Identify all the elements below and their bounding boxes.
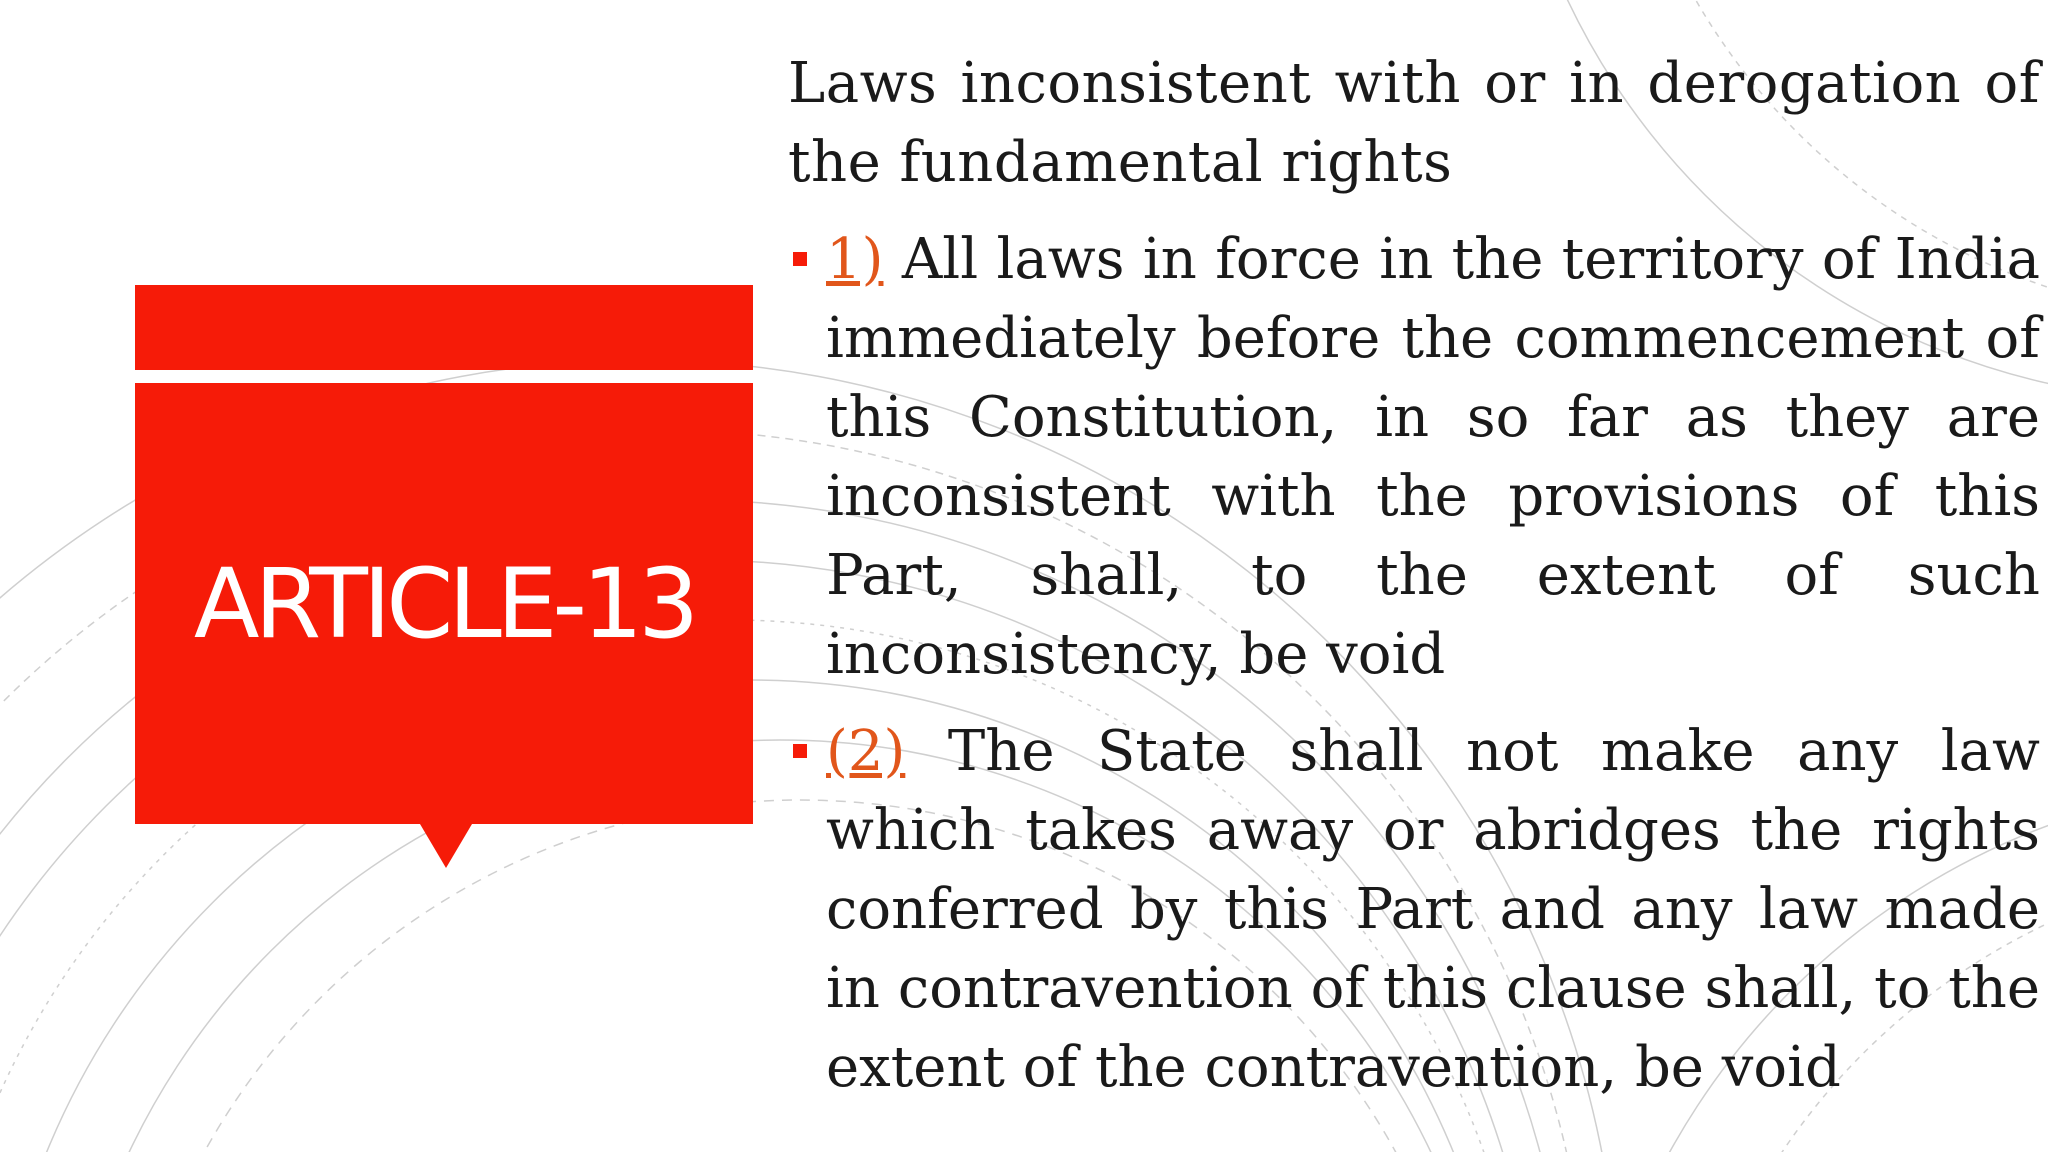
clause-number-link[interactable]: (2) — [826, 719, 906, 784]
clause-2 — [788, 712, 2040, 1107]
slide-body — [788, 44, 2040, 1125]
bullet-square-icon — [793, 744, 807, 758]
title-accent-strip — [135, 285, 753, 370]
clause-number-link[interactable]: 1) — [826, 227, 884, 292]
clause-1 — [788, 220, 2040, 694]
callout-pointer — [420, 824, 472, 868]
bullet-square-icon — [793, 252, 807, 266]
article-heading: Laws inconsistent with or in derogation of the fundamental rights — [788, 51, 2040, 195]
clause-text: The State shall not make any law which takes away or abridges the rights conferred by this Part and any law made in contravention of this clause shall, to the extent of the contravention, be void — [826, 719, 2040, 1100]
slide-title: ARTICLE-13 — [193, 547, 695, 660]
clause-text: All laws in force in the territory of India immediately before the commencement of this Constitution, in so far as they are inconsistent with the provisions of this Part, shall, to the extent of such inconsistency, be void — [826, 227, 2040, 687]
